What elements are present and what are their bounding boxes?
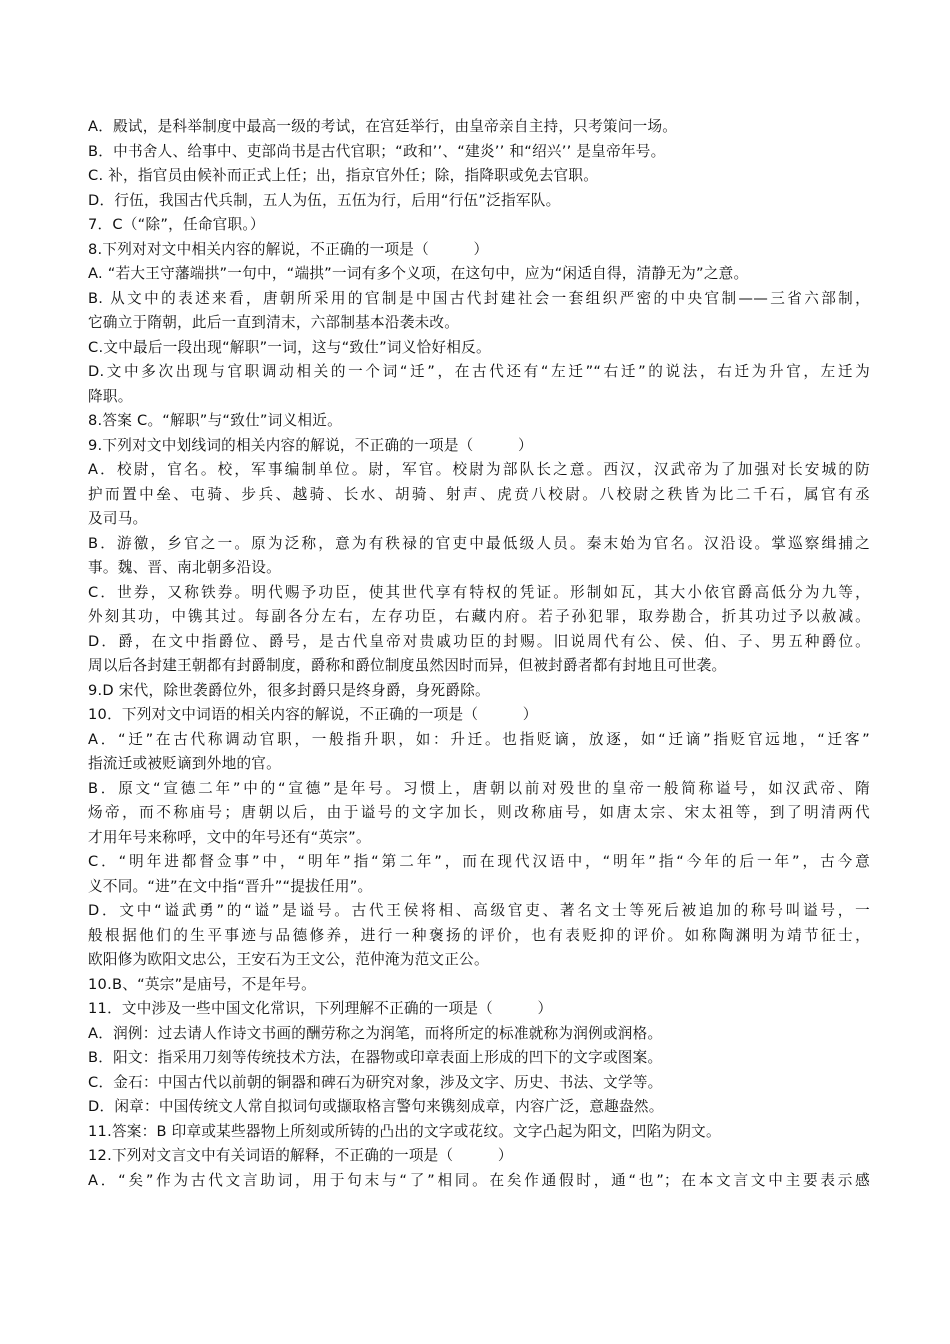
text-line: A．“迁”在古代称调动官职，一般指升职，如：升迁。也指贬谪，放逐，如“迁谪”指贬官远地，“迁客” [88, 730, 870, 748]
text-line: B．中书舍人、给事中、吏部尚书是古代官职；“政和’’、“建炎’’ 和“绍兴’’ 是皇帝年号。 [88, 142, 666, 160]
text-line: C．金石：中国古代以前朝的铜器和碑石为研究对象，涉及文字、历史、书法、文学等。 [88, 1073, 663, 1091]
text-line: 才用年号来称呼，文中的年号还有“英宗”。 [88, 828, 371, 846]
text-line: A．校尉，官名。校，军事编制单位。尉，军官。校尉为部队长之意。西汉，汉武帝为了加强对长安城的防 [88, 461, 870, 478]
text-line: 护而置中垒、屯骑、步兵、越骑、长水、胡骑、射声、虎贲八校尉。八校尉之秩皆为比二千石，属官有丞 [88, 485, 870, 503]
text-line: A．“矣”作为古代文言助词，用于句末与“了”相同。在矣作通假时，通“也”；在本文言文中主要表示感 [88, 1171, 870, 1189]
answer-line: 9.D 宋代，除世袭爵位外，很多封爵只是终身爵，身死爵除。 [88, 681, 490, 699]
text-line: B．游徼，乡官之一。原为泛称，意为有秩禄的官吏中最低级人员。秦末始为官名。汉沿设。掌巡察缉捕之 [88, 534, 870, 552]
text-line: 外刻其功，中镌其过。每副各分左右，左存功臣，右藏内府。若子孙犯罪，取券勘合，折其功过予以赦减。 [88, 608, 870, 625]
question-line: 8.下列对对文中相关内容的解说，不正确的一项是（ ） [88, 240, 489, 258]
text-line: 般根据他们的生平事迹与品德修养，进行一种褒扬的评价，也有表贬抑的评价。如称陶渊明为靖节征士， [88, 926, 870, 944]
text-line: 欧阳修为欧阳文忠公，王安石为王文公，范仲淹为范文正公。 [88, 951, 489, 968]
text-line: 事。魏、晋、南北朝多沿设。 [88, 559, 281, 576]
text-line: A．殿试，是科举制度中最高一级的考试，在宫廷举行，由皇帝亲自主持，只考策问一场。 [88, 118, 678, 135]
answer-line: 7．C（“除”，任命官职。） [88, 216, 265, 233]
text-line: D．文中“谥武勇”的“谥”是谥号。古代王侯将相、高级官吏、著名文士等死后被追加的称号叫谥号，一 [88, 902, 870, 919]
text-line: D.文中多次出现与官职调动相关的一个词“迁”，在古代还有“左迁”“右迁”的说法，右迁为升官，左迁为 [88, 363, 870, 380]
text-line: D．行伍，我国古代兵制，五人为伍，五伍为行，后用“行伍”泛指军队。 [88, 191, 561, 209]
answer-line: 8.答案 C。“解职”与“致仕”词义相近。 [88, 412, 342, 429]
text-line: D．闲章：中国传统文人常自拟词句或撷取格言警句来镌刻成章，内容广泛，意趣盎然。 [88, 1098, 664, 1115]
text-line: 及司马。 [88, 510, 148, 527]
text-line: B. 从文中的表述来看，唐朝所采用的官制是中国古代封建社会一套组织严密的中央官制——三省六部制， [88, 289, 870, 307]
text-line: 指流迁或被贬谪到外地的官。 [88, 755, 281, 772]
text-line: 它确立于隋朝，此后一直到清末，六部制基本沿袭未改。 [88, 314, 460, 331]
text-line: A．润例：过去请人作诗文书画的酬劳称之为润笔，而将所定的标准就称为润例或润格。 [88, 1024, 663, 1042]
text-line: 周以后各封建王朝都有封爵制度，爵称和爵位制度虽然因时而异，但被封爵者都有封地且可世袭。 [88, 657, 727, 674]
text-line: B．原文“宣德二年”中的“宣德”是年号。习惯上，唐朝以前对殁世的皇帝一般简称谥号，如汉武帝、隋 [88, 779, 870, 797]
question-line: 10．下列对文中词语的相关内容的解说，不正确的一项是（ ） [88, 706, 538, 723]
text-line: 降职。 [88, 387, 133, 405]
question-line: 11．文中涉及一些中国文化常识，下列理解不正确的一项是（ ） [88, 1000, 553, 1017]
text-line: D．爵，在文中指爵位、爵号，是古代皇帝对贵戚功臣的封赐。旧说周代有公、侯、伯、子、男五种爵位。 [88, 632, 870, 650]
text-line: C．“明年进都督佥事”中，“明年”指“第二年”，而在现代汉语中，“明年”指“今年的后一年”，古今意 [88, 853, 870, 870]
document-page [88, 115, 870, 1193]
text-line: C. 补，指官员由候补而正式上任；出，指京官外任；除，指降职或免去官职。 [88, 167, 599, 184]
question-line: 12.下列对文言文中有关词语的解释，不正确的一项是（ ） [88, 1147, 513, 1164]
answer-line: 11.答案：B 印章或某些器物上所刻或所铸的凸出的文字或花纹。文字凸起为阳文，凹陷为阴文。 [88, 1122, 721, 1140]
text-line: C．世券，又称铁券。明代赐予功臣，使其世代享有特权的凭证。形制如瓦，其大小依官爵高低分为九等， [88, 583, 870, 601]
text-line: C.文中最后一段出现“解职”一词，这与“致仕”词义恰好相反。 [88, 338, 491, 356]
text-line: A. “若大王守藩端拱”一句中，“端拱”一词有多个义项，在这句中，应为“闲适自得，清静无为”之意。 [88, 265, 749, 282]
answer-line: 10.B、“英宗”是庙号，不是年号。 [88, 975, 316, 993]
text-line: 义不同。“进”在文中指“晋升”“提拔任用”。 [88, 877, 373, 895]
question-line: 9.下列对文中划线词的相关内容的解说，不正确的一项是（ ） [88, 436, 533, 454]
text-line: 炀帝，而不称庙号；唐朝以后，由于谥号的文字加长，则改称庙号，如唐太宗、宋太祖等，到了明清两代 [88, 804, 870, 821]
text-line: B．阳文：指采用刀刻等传统技术方法，在器物或印章表面上形成的凹下的文字或图案。 [88, 1049, 663, 1066]
